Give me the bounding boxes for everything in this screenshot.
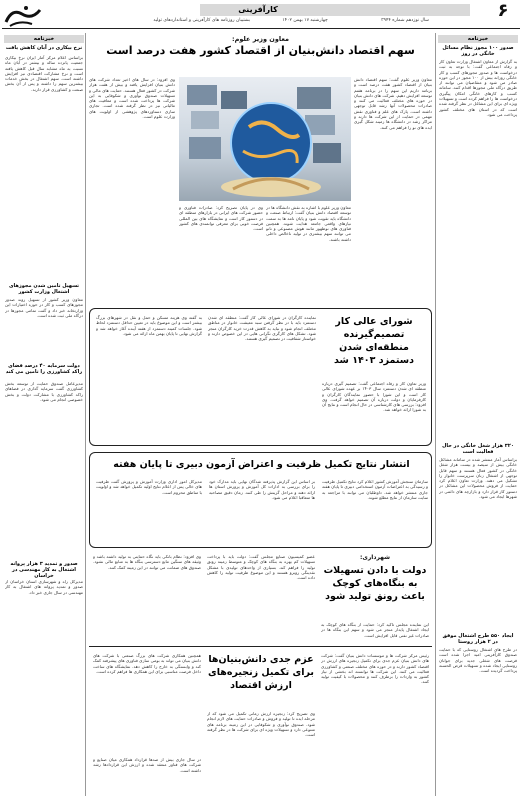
lead-kicker: معاون وزیر علوم:	[231, 35, 290, 43]
left-headline-4: صدور و تمدید ۳ هزار پروانه اشتغال به کار مهندسی در خراسان	[10, 561, 78, 579]
right-headline-2: ۳۲۰ هزار شغل خانگی در حال فعالیت است	[442, 443, 514, 455]
supply-chain-body-b: وی تصریح کرد: زنجیره ارزش زمانی تکمیل می شود که از مرحله ایده تا تولید و فروش و صادرات حمایت های لازم انجام شود. صندوق نوآوری و شکوفایی در این زمینه برنامه های متنوعی دارد و تسهیلات ویژه ای برای شرکت ها در نظر گرفته است.	[207, 711, 315, 738]
masthead	[0, 0, 522, 34]
loan-body-c: این نماینده مجلس تاکید کرد: حمایت از بنگاه های کوچک به ایجاد اشتغال پایدار منجر می شود و سهم این بنگاه ها در صادرات غیر نفتی قابل افزایش است.	[321, 622, 429, 638]
supply-chain-body-d: در سال جاری بیش از صدها قرارداد همکاری میان صنایع و شرکت های فناور منعقد شده و ارزش این قراردادها رشد داشته است.	[93, 757, 201, 773]
loan-body-b: وی افزود: نظام بانکی باید نگاه حمایتی به تولید داشته باشد و وثیقه های سنگین مانع دسترسی بنگاه ها به منابع مالی نشود. صندوق های ضمانت می توانند در این زمینه کمک کنند.	[93, 554, 201, 570]
exam-body-b: بر اساس این گزارش پذیرفته شدگان نهایی باید مدارک خود را برای بررسی به ادارات کل آموزش و پرورش استان ها ارائه دهند و مراحل گزینش را طی کنند. زمان دقیق مصاحبه ها متعاقبا اعلام می شود.	[209, 479, 315, 500]
masthead-date: چهارشنبه ۱۷ بهمن ۱۴۰۲	[282, 18, 328, 23]
council-story	[89, 308, 432, 446]
left-body-3: مدیرعامل صندوق حمایت از توسعه بخش کشاورزی گفت سرمایه گذاری در فضاهای راکد کشاورزی با مشارکت دولت و بخش خصوصی انجام می شود.	[5, 381, 83, 402]
right-headline-3: ایجاد ۵۵۰ طرح اشتغال موفق در ۲ هزار روستا	[442, 633, 514, 645]
exam-body-a: سازمان سنجش آموزش کشور اعلام کرد نتایج تکمیل ظرفیت و رسیدگی به اعتراضات آزمون استخدامی دبیری تا پایان هفته جاری منتشر خواهد شد. داوطلبان می توانند با مراجعه به سایت سازمان از نتایج مطلع شوند.	[322, 479, 428, 500]
right-column	[435, 33, 519, 796]
loan-headline: دولت با دادن تسهیلات به بنگاه‌های کوچک باعث رونق تولید شود	[323, 565, 427, 602]
lead-photo	[179, 77, 351, 201]
right-headline-1: صدور ۱۰۰ مجوز نظام مسائل خانگی در روز	[442, 45, 514, 57]
council-headline: شورای عالی کار تصمیم‌گیرنده منطقه‌ای شدن دستمزد ۱۴۰۳ شد	[334, 316, 414, 366]
supply-chain-story	[89, 649, 432, 796]
lead-story	[89, 33, 432, 305]
left-body-2: معاون وزیر کشور از تسهیل روند صدور مجوزهای کسب و کار در حوزه اختیارات این وزارتخانه خبر داد و گفت تمامی مجوزها در درگاه ملی ثبت شده است.	[5, 297, 83, 318]
lead-headline: سهم اقتصاد دانش‌بنیان از اقتصاد کشور هفت درصد است	[106, 44, 415, 57]
left-headline-1: نرخ بیکاری در آبان کاهش یافت	[5, 45, 83, 51]
lead-body-c: معاون وزیر علوم با اشاره به نقش دانشگاه ها در توسعه اقتصاد دانش بنیان گفت: ارتباط صنعت و دانشگاه باید تقویت شود و پایان نامه ها به سمت نیازهای واقعی جامعه هدایت شوند. همچنین فناوری های نوظهور مانند هوش مصنوعی و نانو می توانند سهم بیشتری در تولید ناخالص داخلی داشته باشند.	[266, 205, 351, 242]
left-body-4: مدیرکل راه و شهرسازی استان خراسان از صدور و تمدید پروانه های اشتغال به کار مهندسی در سال جاری خبر داد.	[5, 579, 83, 595]
loan-story	[89, 552, 432, 644]
masthead-tagline: بشتیبان روزنامه های کارآفرینی و استانداردهای تولید	[153, 18, 250, 23]
left-column	[2, 33, 86, 796]
lead-body-b: وی افزود: در سال های اخیر تعداد شرکت های دانش بنیان افزایش یافته و بیش از هفت هزار شرکت در کشور فعال هستند. حمایت های مالی و تسهیلات صندوق نوآوری و شکوفایی به این شرکت ها پرداخت شده است و معافیت های مالیاتی نیز در نظر گرفته شده است. تجاری سازی دستاوردهای پژوهشی از اولویت های وزارت علوم است.	[89, 77, 175, 120]
masthead-issue: سال نوزدهم شماره ۳۹۴۴	[381, 18, 429, 23]
supply-chain-body-a: رئیس مرکز شرکت ها و موسسات دانش بنیان گفت: شرکت های دانش بنیان عزم جدی برای تکمیل زنجیره های ارزش در اقتصاد کشور دارند و در حوزه های مختلف صنعتی و کشاورزی فعالیت می کنند. این شرکت ها توانسته اند بخشی از نیاز کشور به واردات را برطرف کنند و محصولات با کیفیت تولید کنند.	[321, 653, 429, 685]
exam-headline: انتشار نتایج تکمیل ظرفیت و اعتراض آزمون دبیری تا پایان هفته	[113, 459, 410, 470]
exam-story	[89, 452, 432, 548]
page-number: ۶	[497, 0, 509, 21]
right-body-3: در طرح های اشتغال روستایی که با حمایت صندوق کارآفرینی امید اجرا شده است فرصت های شغلی جدید برای جوانان روستایی ایجاد شده و تسهیلات قرض الحسنه پرداخت گردیده است.	[439, 647, 517, 674]
section-title: کارآفرینی	[238, 5, 278, 14]
newspaper-logo-icon	[2, 0, 46, 30]
left-column-header: خبرنامه	[4, 35, 84, 43]
loan-body-a: عضو کمیسیون صنایع مجلس گفت: دولت باید با پرداخت تسهیلات کم بهره به بنگاه های کوچک و متوسط زمینه رونق تولید را فراهم کند. بسیاری از واحدهای تولیدی با مشکل نقدینگی روبرو هستند و این موضوع ظرفیت تولید را کاهش داده است.	[207, 554, 315, 581]
loan-kicker: شهرداری:	[359, 554, 391, 561]
left-headline-3: دولت سرمایه ۴۰ درصد فضای راکد کشاورزی را تامین می کند	[5, 363, 83, 375]
council-body-c: به گفته وی هزینه مسکن و حمل و نقل در شهرهای بزرگ بیشتر است و این موضوع باید در تعیین حداقل دستمزد لحاظ شود. جلسات کمیته دستمزد از هفته آینده آغاز خواهد شد و گزارش نهایی تا پایان بهمن ماه ارائه می شود.	[96, 315, 202, 336]
masthead-rule	[2, 28, 520, 29]
lead-body-a: معاون وزیر علوم گفت: سهم اقتصاد دانش بنیان از اقتصاد کشور هفت درصد است و برنامه داریم این سهم را در برنامه هفتم توسعه افزایش دهیم. شرکت های دانش بنیان در حوزه های مختلف فعالیت می کنند و صادرات محصولات آنها رشد قابل توجهی داشته است. پارک های علم و فناوری نقش مهمی در حمایت از این شرکت ها دارند و مراکز رشد در دانشگاه ها زمینه شکل گیری ایده های نو را فراهم می کنند.	[354, 77, 432, 130]
council-body-a: وزیر تعاون کار و رفاه اجتماعی گفت: تصمیم گیری درباره منطقه ای شدن دستمزد سال ۱۴۰۳ بر عهده شورای عالی کار است و این شورا با حضور نمایندگان کارگران و کارفرمایان و دولت درباره آن تصمیم خواهد گرفت. وی افزود: بررسی های کارشناسی در حال انجام است و نتایج آن به شورا ارائه خواهد شد.	[322, 381, 426, 413]
globe-network-illustration	[179, 77, 351, 201]
council-body-b: نماینده کارگران در شورای عالی کار گفت: منطقه ای شدن دستمزد باید با در نظر گرفتن سبد معیشت خانوار در مناطق مختلف انجام شود و نباید به کاهش قدرت خرید کارگران منجر شود. تشکل های کارگری نگرانی هایی در این خصوص دارند و خواستار شفافیت در تصمیم گیری هستند.	[208, 315, 316, 342]
lead-body-d: وی در پایان تصریح کرد: صادرات فناوری و حضور شرکت های ایرانی در بازارهای منطقه ای در دستور کار است و نمایشگاه های بین المللی فرصت خوبی برای معرفی توانمندی های کشور است.	[179, 205, 263, 232]
exam-body-c: مدیرکل امور اداری وزارت آموزش و پرورش گفت ظرفیت های خالی پس از اعلام نتایج اولیه تکمیل خواهد شد و اولویت با مناطق محروم است.	[96, 479, 202, 495]
supply-chain-body-c: همچنین همکاری شرکت های بزرگ صنعتی با شرکت های دانش بنیان می تواند به بومی سازی فناوری های پیشرفته کمک کند و وابستگی به خارج را کاهش دهد. نمایشگاه های ساخت داخل فرصت مناسبی برای این همکاری ها فراهم کرده است.	[93, 653, 201, 674]
supply-chain-headline: عزم جدی دانش‌بنیان‌ها برای تکمیل زنجیره‌های ارزش اقتصاد	[207, 654, 314, 691]
left-body-1: براساس اعلام مرکز آمار ایران نرخ بیکاری جمعیت پانزده ساله و بیشتر در آبان ماه نسبت به ماه مشابه سال قبل کاهش یافته است و نرخ مشارکت اقتصادی نیز افزایش داشته است. سهم اشتغال در بخش خدمات بیشترین سهم را داشته و پس از آن بخش صنعت و کشاورزی قرار دارند.	[5, 55, 83, 92]
left-headline-2: تسهیل تامین شدن مجوزهای اشتغال وزارت کشور	[8, 283, 80, 295]
masthead-logo	[2, 0, 46, 30]
section-divider	[89, 646, 432, 647]
right-column-header: خبرنامه	[438, 35, 518, 43]
right-body-2: براساس آمار منتشر شده در سامانه مشاغل خانگی بیش از سیصد و بیست هزار شغل خانگی در کشور فعال هستند و سهم قابل توجهی از اشتغال زنان سرپرست خانوار را تشکیل می دهند. وزارت تعاون اعلام کرد حمایت از فروش محصولات این مشاغل در دستور کار قرار دارد و بازارچه های دائمی در شهرها ایجاد می شود.	[439, 457, 517, 500]
right-body-1: به گزارش از معاون اشتغال وزارت تعاون کار و رفاه اجتماعی گفت: با توجه به ثبت درخواست ها و صدور مجوزهای کسب و کار خانگی روزانه بیش از ۱۰۰ مجوز در این حوزه صادر می شود و متقاضیان می توانند از طریق درگاه ملی مجوزها اقدام کنند. سامانه کسب و کارهای خانگی امکان پیگیری درخواست ها را فراهم کرده است و تسهیلات ویژه ای برای این مشاغل در نظر گرفته شده است که در استان های مختلف کشور پرداخت می شود.	[439, 59, 517, 117]
